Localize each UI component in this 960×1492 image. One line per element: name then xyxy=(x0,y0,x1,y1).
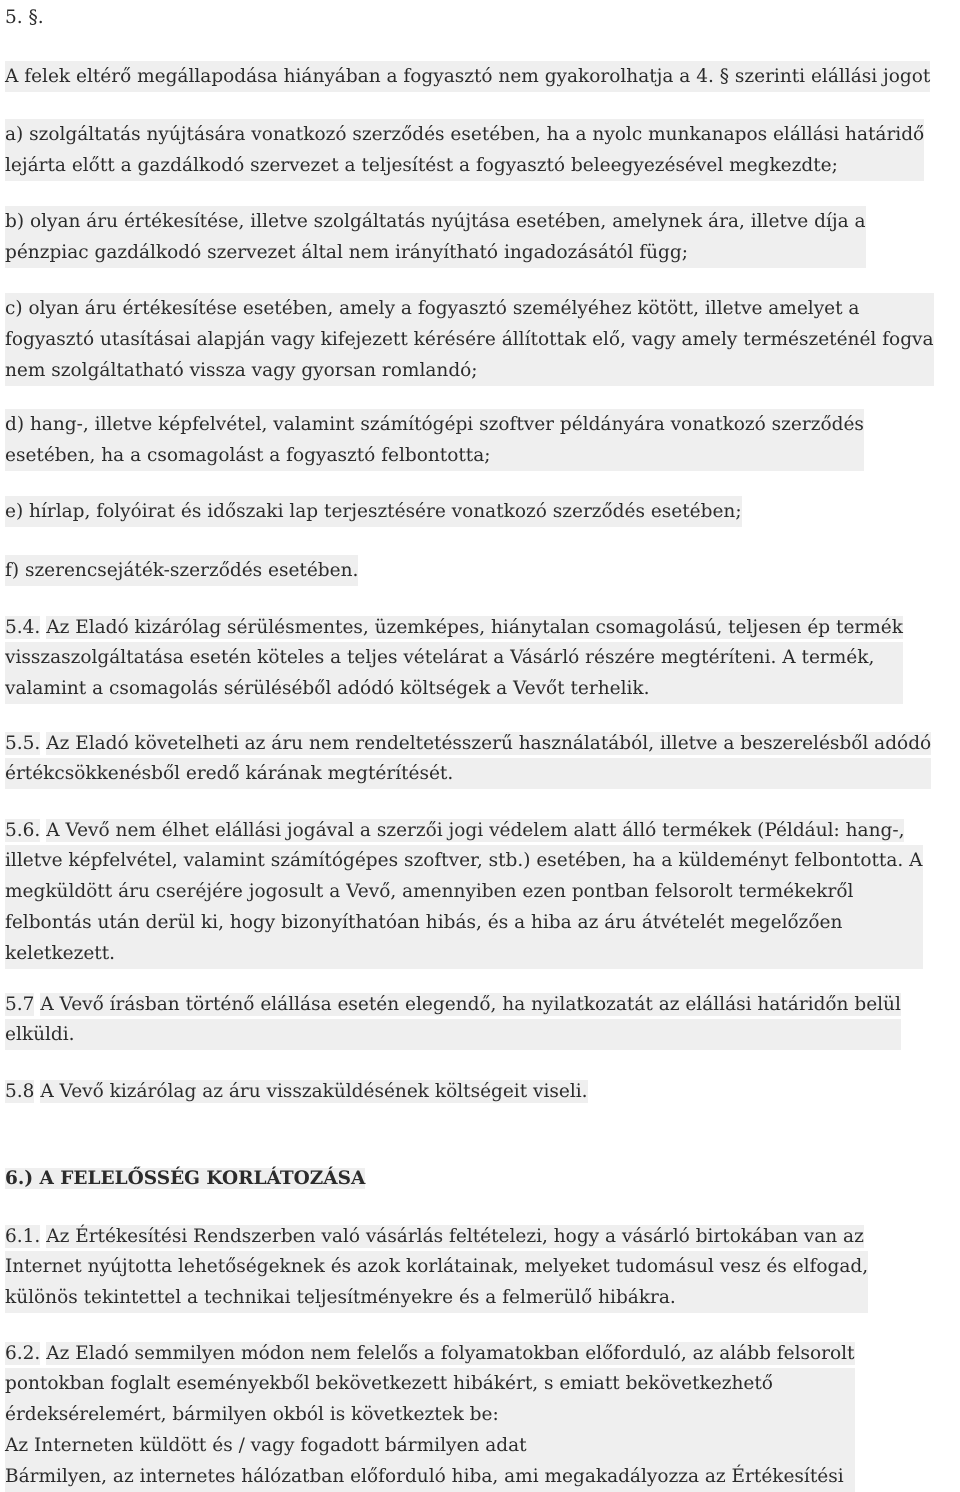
clause-line: Bármilyen, az internetes hálózatban előforduló hiba, ami megakadályozza az Értékesítési xyxy=(5,1461,855,1492)
clause-line: érdeksérelemért, bármilyen okból is következtek be: xyxy=(5,1399,855,1430)
clause-5-6 xyxy=(5,816,923,969)
intro-text: A felek eltérő megállapodása hiányában a fogyasztó nem gyakorolhatja a 4. § szerinti elállási jogot xyxy=(5,61,930,92)
exception-item-d xyxy=(5,409,864,471)
clause-line: A Vevő írásban történő elállása esetén elegendő, ha nyilatkozatát az elállási határidőn belül xyxy=(40,994,901,1015)
clause-number: 6.1. xyxy=(5,1226,41,1247)
exception-line: nem szolgáltatható vissza vagy gyorsan romlandó; xyxy=(5,355,934,386)
clause-number: 5.4. xyxy=(5,617,41,638)
clause-line: értékcsökkenésből eredő kárának megtérítését. xyxy=(5,758,931,789)
clause-line: különös tekintettel a technikai teljesítményekre és a felmerülő hibákra. xyxy=(5,1282,868,1313)
clause-line: Az Interneten küldött és / vagy fogadott bármilyen adat xyxy=(5,1430,855,1461)
section-heading-text: 6.) A FELELŐSSÉG KORLÁTOZÁSA xyxy=(5,1168,366,1189)
clause-line: Az Értékesítési Rendszerben való vásárlás feltételezi, hogy a vásárló birtokában van az xyxy=(46,1226,864,1247)
section-marker xyxy=(5,3,44,32)
clause-5-8 xyxy=(5,1077,588,1106)
clause-5-5 xyxy=(5,729,931,789)
clause-line: A Vevő nem élhet elállási jogával a szerzői jogi védelem alatt álló termékek (Például: hang-, xyxy=(46,820,905,841)
clause-number: 5.6. xyxy=(5,820,41,841)
clause-line: Az Eladó követelheti az áru nem rendeltetésszerű használatából, illetve a beszerelésből adódó xyxy=(46,733,932,754)
exception-line: pénzpiac gazdálkodó szervezet által nem irányítható ingadozásától függ; xyxy=(5,237,866,268)
exception-item-c xyxy=(5,293,934,386)
clause-line: valamint a csomagolás sérüléséből adódó költségek a Vevőt terhelik. xyxy=(5,673,903,704)
clause-line: keletkezett. xyxy=(5,938,923,969)
clause-line: Az Eladó semmilyen módon nem felelős a folyamatokban előforduló, az alább felsorolt xyxy=(46,1343,855,1364)
exception-line: d) hang-, illetve képfelvétel, valamint számítógépi szoftver példányára vonatkozó szerződés xyxy=(5,409,864,440)
exception-item-a xyxy=(5,119,924,181)
clause-line: elküldi. xyxy=(5,1019,901,1050)
clause-line: felbontás után derül ki, hogy bizonyíthatóan hibás, és a hiba az áru átvételét megelőzően xyxy=(5,907,923,938)
exception-line: c) olyan áru értékesítése esetében, amely a fogyasztó személyéhez kötött, illetve amelyet a xyxy=(5,293,934,324)
clause-6-1 xyxy=(5,1222,868,1313)
section-6-heading xyxy=(5,1164,365,1193)
clause-5-4 xyxy=(5,613,903,704)
exception-line: fogyasztó utasításai alapján vagy kifejezett kérésére állítottak elő, vagy amely természeténél fogva xyxy=(5,324,934,355)
intro-paragraph xyxy=(5,61,930,92)
clause-line: Az Eladó kizárólag sérülésmentes, üzemképes, hiánytalan csomagolású, teljesen ép termék xyxy=(46,617,903,638)
exception-line: lejárta előtt a gazdálkodó szervezet a teljesítést a fogyasztó beleegyezésével megkezdte; xyxy=(5,150,924,181)
clause-line: illetve képfelvétel, valamint számítógépes szoftver, stb.) esetében, ha a küldeményt felbontotta. A xyxy=(5,845,923,876)
clause-line: megküldött áru cseréjére jogosult a Vevő, amennyiben ezen pontban felsorolt termékekről xyxy=(5,876,923,907)
clause-line: A Vevő kizárólag az áru visszaküldésének költségeit viseli. xyxy=(40,1081,588,1102)
clause-line: visszaszolgáltatása esetén köteles a teljes vételárat a Vásárló részére megtéríteni. A termék, xyxy=(5,642,903,673)
exception-line: a) szolgáltatás nyújtására vonatkozó szerződés esetében, ha a nyolc munkanapos elállási határidő xyxy=(5,119,924,150)
clause-5-7 xyxy=(5,990,901,1050)
clause-number: 6.2. xyxy=(5,1343,41,1364)
clause-6-2 xyxy=(5,1339,855,1492)
exception-item-e xyxy=(5,496,742,527)
exception-line: f) szerencsejáték-szerződés esetében. xyxy=(5,555,358,586)
exception-item-b xyxy=(5,206,866,268)
clause-number: 5.5. xyxy=(5,733,41,754)
section-marker-text: 5. §. xyxy=(5,7,44,28)
exception-item-f xyxy=(5,555,358,586)
clause-number: 5.7 xyxy=(5,994,35,1015)
exception-line: e) hírlap, folyóirat és időszaki lap terjesztésére vonatkozó szerződés esetében; xyxy=(5,496,742,527)
clause-line: Internet nyújtotta lehetőségeknek és azok korlátainak, melyeket tudomásul vesz és elfogad, xyxy=(5,1251,868,1282)
clause-number: 5.8 xyxy=(5,1081,35,1102)
exception-line: esetében, ha a csomagolást a fogyasztó felbontotta; xyxy=(5,440,864,471)
clause-line: pontokban foglalt eseményekből bekövetkezett hibákért, s emiatt bekövetkezhető xyxy=(5,1368,855,1399)
exception-line: b) olyan áru értékesítése, illetve szolgáltatás nyújtása esetében, amelynek ára, illetve díja a xyxy=(5,206,866,237)
